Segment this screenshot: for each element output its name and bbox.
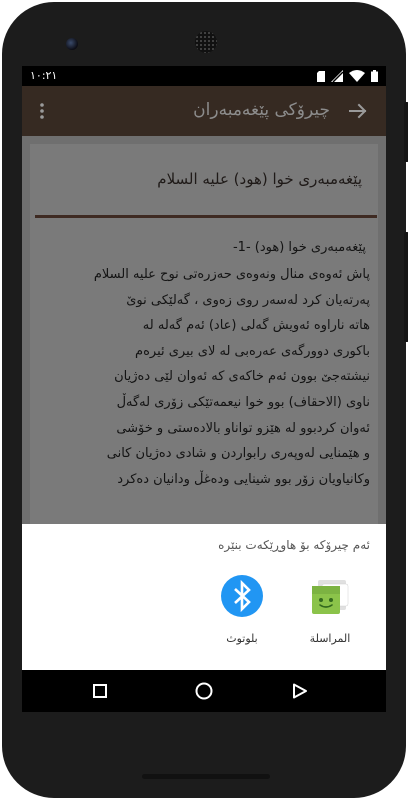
back-triangle-icon [292, 683, 308, 699]
bottom-speaker [142, 774, 270, 779]
system-navigation-bar [22, 670, 386, 712]
app-toolbar [22, 86, 386, 136]
messaging-icon [308, 574, 352, 618]
battery-icon [371, 70, 378, 82]
toolbar-title: چیرۆکی پێغەمبەران [193, 100, 330, 120]
share-target-label: المراسلة [309, 632, 351, 645]
screen [22, 66, 386, 712]
earpiece-speaker [195, 31, 217, 53]
recent-apps-button[interactable] [70, 670, 130, 712]
status-time: ١٠:٢١ [30, 69, 58, 82]
article-line: ئەوان کردبوو لە هێزو تواناو بالادەستی و خۆشی [116, 420, 370, 436]
bluetooth-icon [220, 574, 264, 618]
article-line: باکوری دوورگەی عەرەبی لە لای بیری ئیرەم [135, 343, 370, 359]
status-icons [317, 69, 378, 83]
home-circle-icon [195, 682, 213, 700]
share-target-messaging[interactable] [290, 574, 370, 654]
article-subtitle: پێغەمبەری خوا (هود) -1- [232, 240, 366, 255]
power-button [404, 102, 408, 162]
volume-button [404, 232, 408, 342]
article-line: ناوی (الاحقاف) بوو خوا نیعمەتێکی زۆری لەگەڵ [116, 394, 370, 410]
article-line: هاتە ناراوە ئەویش گەلی (عاد) ئەم گەلە لە [142, 318, 370, 334]
article-body [38, 262, 370, 492]
sim-card-icon [317, 71, 325, 82]
article-line: پەرتەیان کرد لەسەر روی زەوی ، گەلێکی نوێ [126, 292, 370, 308]
share-sheet-title: ئەم چیرۆکە بۆ هاوڕێکەت بنێرە [218, 538, 370, 552]
nav-back-button[interactable] [270, 670, 330, 712]
share-target-bluetooth[interactable] [202, 574, 282, 654]
more-vert-icon [40, 103, 44, 119]
back-button[interactable] [336, 86, 380, 136]
share-target-label: بلوتوث [226, 632, 258, 645]
home-button[interactable] [174, 670, 234, 712]
status-bar [22, 66, 386, 86]
article-line: و هێمنایی لەوپەری رابواردن و شادی دەژیان کانی [106, 446, 370, 462]
article-line: وکانیاویان زۆر بوو شینایی ودەغڵ ودانیان دەکرد [117, 471, 370, 487]
article-line: پاش ئەوەی منال ونەوەی حەزرەتی نوح علیه السلام [93, 267, 370, 282]
signal-icon [331, 70, 343, 82]
front-camera [66, 38, 78, 50]
title-divider [35, 215, 377, 218]
article-title: پێغەمبەری خوا (هود) علیه السلام [157, 170, 362, 188]
wifi-icon [349, 70, 365, 82]
overflow-menu-button[interactable] [26, 86, 58, 136]
article-line: نیشتەجێ بوون ئەم خاکەی کە ئەوان لێی دەژیان [114, 369, 370, 385]
recents-square-icon [93, 684, 107, 698]
share-bottom-sheet [22, 524, 386, 670]
arrow-forward-icon [349, 103, 367, 119]
